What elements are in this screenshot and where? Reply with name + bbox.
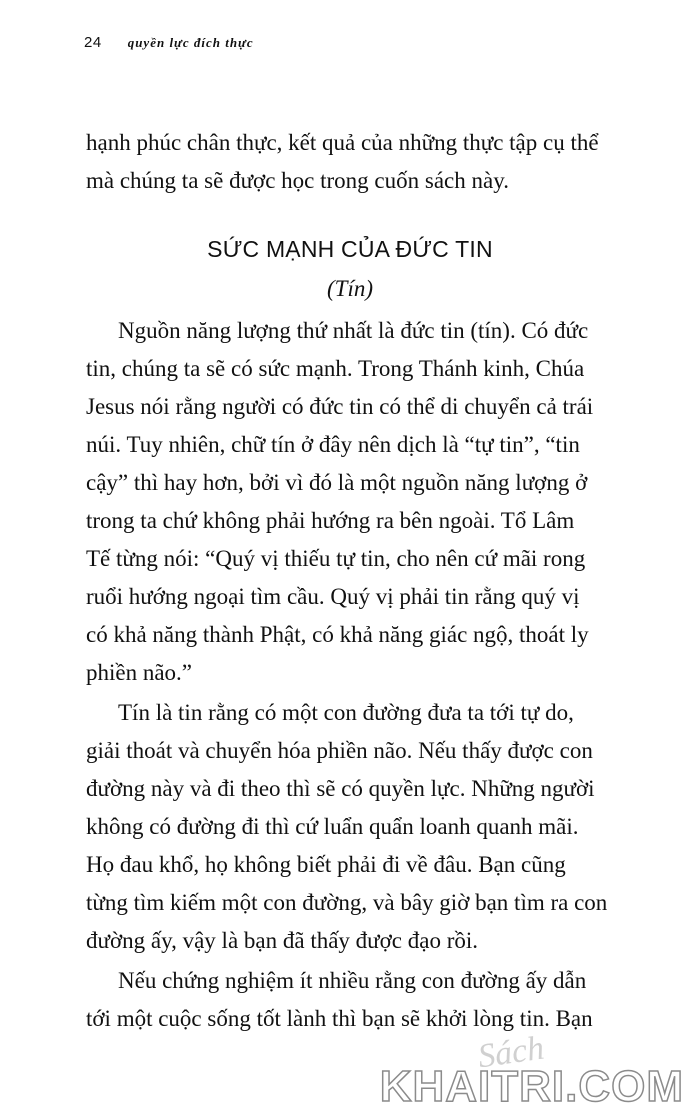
watermark-script: Sách: [475, 1029, 547, 1076]
paragraph-line: tới một cuộc sống tốt lành thì bạn sẽ khởi lòng tin. Bạn: [86, 1006, 593, 1031]
paragraph-line: Nếu chứng nghiệm ít nhiều rằng con đường ấy dẫn: [118, 968, 587, 993]
paragraph-line: tin, chúng ta sẽ có sức mạnh. Trong Thánh kinh, Chúa: [86, 356, 585, 381]
intro-line: mà chúng ta sẽ được học trong cuốn sách này.: [86, 168, 509, 193]
paragraph-line: Nguồn năng lượng thứ nhất là đức tin (tín). Có đức: [118, 318, 589, 343]
paragraph-line: Tín là tin rằng có một con đường đưa ta tới tự do,: [118, 700, 574, 725]
paragraph-line: núi. Tuy nhiên, chữ tín ở đây nên dịch là “tự tin”, “tin: [86, 432, 580, 457]
running-title: quyền lực đích thực: [127, 35, 254, 50]
paragraph-line: Tế từng nói: “Quý vị thiếu tự tin, cho nên cứ mãi rong: [86, 546, 586, 571]
paragraph-line: từng tìm kiếm một con đường, và bây giờ bạn tìm ra con: [86, 890, 608, 915]
running-header: [84, 34, 254, 52]
paragraph-line: cậy” thì hay hơn, bởi vì đó là một nguồn năng lượng ở: [86, 470, 588, 495]
paragraph-line: Họ đau khổ, họ không biết phải đi về đâu. Bạn cũng: [86, 852, 566, 877]
paragraph-line: trong ta chứ không phải hướng ra bên ngoài. Tổ Lâm: [86, 508, 575, 533]
paragraph-line: Jesus nói rằng người có đức tin có thể di chuyển cả trái: [86, 394, 594, 419]
paragraph-line: phiền não.”: [86, 660, 193, 685]
paragraph-line: có khả năng thành Phật, có khả năng giác ngộ, thoát ly: [86, 622, 589, 647]
paragraph-line: không có đường đi thì cứ luẩn quẩn loanh quanh mãi.: [86, 814, 579, 839]
paragraph-line: đường ấy, vậy là bạn đã thấy được đạo rồi.: [86, 928, 479, 953]
intro-line: hạnh phúc chân thực, kết quả của những thực tập cụ thể: [86, 130, 599, 155]
section-subtitle: (Tín): [327, 276, 373, 301]
watermark: [379, 1029, 684, 1112]
paragraph-line: giải thoát và chuyển hóa phiền não. Nếu thấy được con: [86, 738, 593, 763]
watermark-site: KHAITRI.COM: [379, 1062, 684, 1111]
page-number: 24: [84, 34, 102, 51]
paragraph-line: ruổi hướng ngoại tìm cầu. Quý vị phải tin rằng quý vị: [86, 584, 580, 609]
paragraph-line: đường này và đi theo thì sẽ có quyền lực. Những người: [86, 776, 595, 801]
section-title: SỨC MẠNH CỦA ĐỨC TIN: [207, 236, 493, 262]
